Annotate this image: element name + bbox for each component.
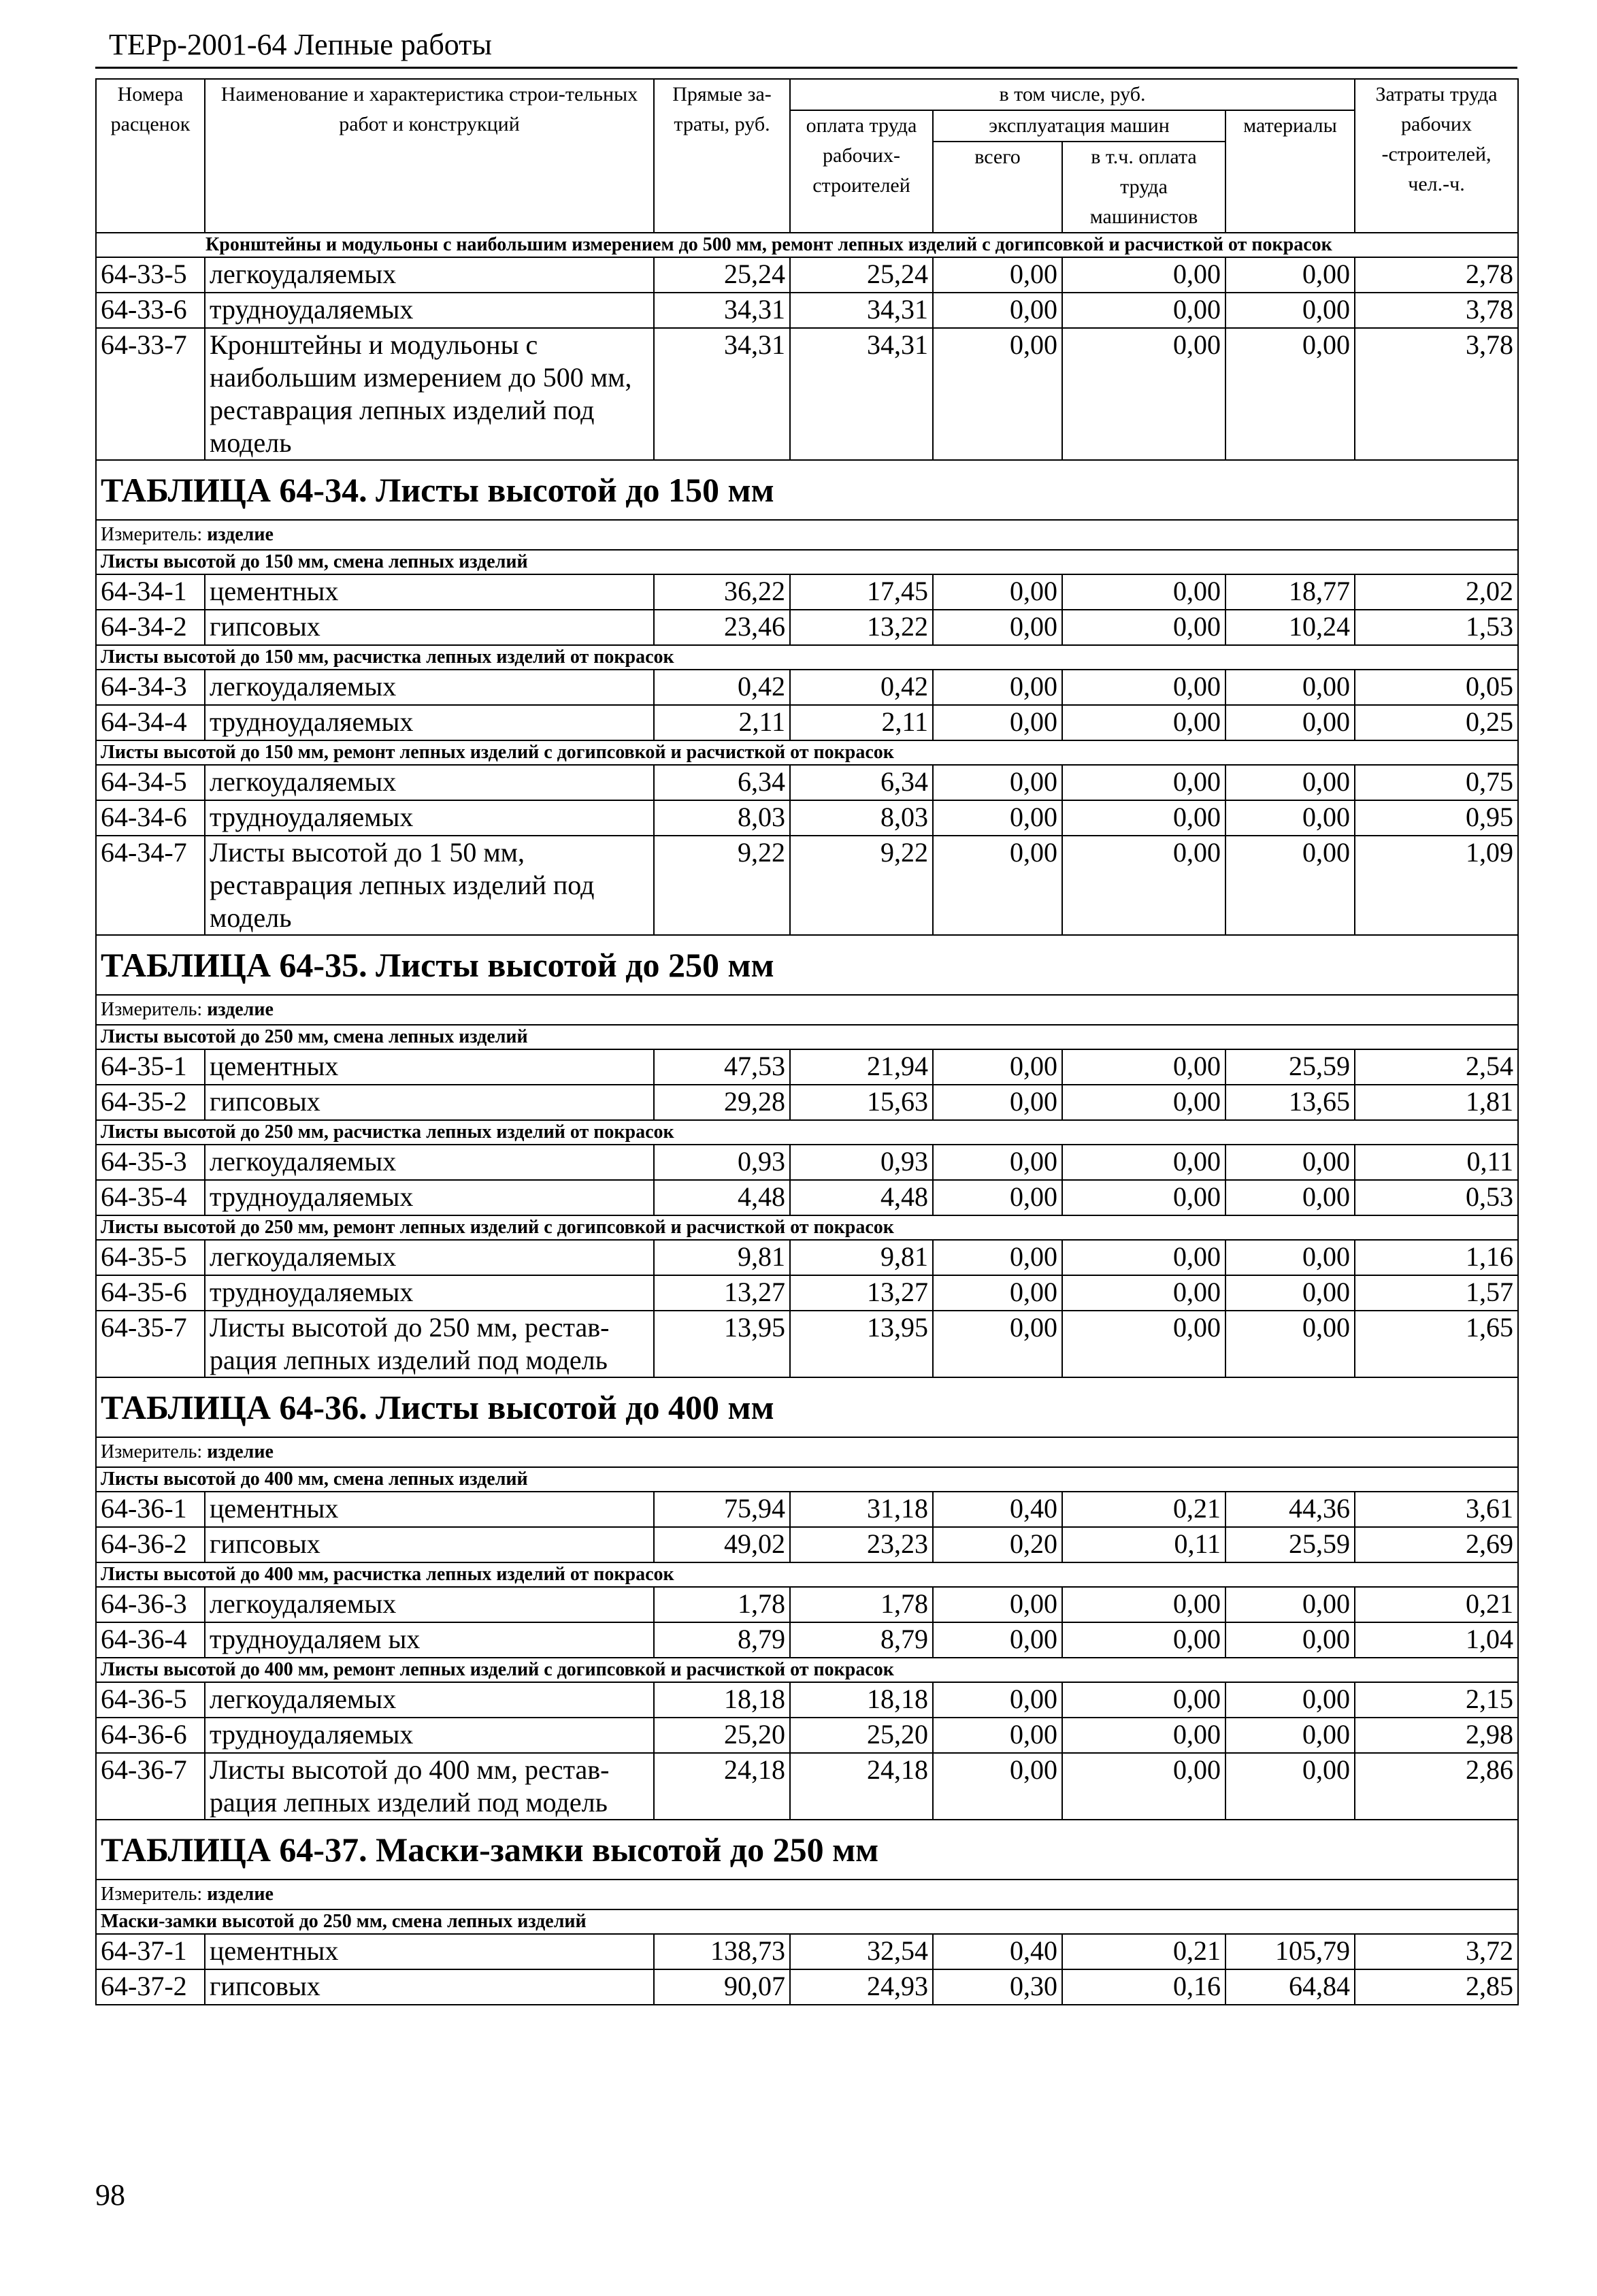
labor-cost: 13,22 xyxy=(790,610,933,645)
table-row xyxy=(96,1240,1518,1275)
measure-unit: изделие xyxy=(207,1884,274,1905)
table-row xyxy=(96,1085,1518,1120)
table-row xyxy=(96,328,1518,460)
labor-hours: 1,81 xyxy=(1355,1085,1518,1120)
materials-cost: 0,00 xyxy=(1225,1180,1355,1215)
labor-hours: 0,11 xyxy=(1355,1145,1518,1180)
work-name: легкоудаляемых xyxy=(205,257,654,293)
machines-cost: 0,00 xyxy=(933,1049,1062,1085)
machinists-cost: 0,00 xyxy=(1062,1275,1225,1311)
machinists-cost: 0,00 xyxy=(1062,1682,1225,1718)
direct-cost: 23,46 xyxy=(654,610,790,645)
machines-cost: 0,00 xyxy=(933,800,1062,836)
machines-cost: 0,00 xyxy=(933,574,1062,610)
materials-cost: 105,79 xyxy=(1225,1934,1355,1969)
machinists-cost: 0,00 xyxy=(1062,1240,1225,1275)
col-header-labor: оплата труда рабочих-строителей xyxy=(790,110,933,233)
labor-cost: 8,03 xyxy=(790,800,933,836)
group-caption-row xyxy=(96,1467,1518,1492)
table-row xyxy=(96,1753,1518,1820)
materials-cost: 0,00 xyxy=(1225,293,1355,328)
labor-cost: 34,31 xyxy=(790,293,933,328)
group-caption: Листы высотой до 250 мм, смена лепных изделий xyxy=(96,1025,1518,1049)
direct-cost: 0,42 xyxy=(654,670,790,705)
measure-row xyxy=(96,1437,1518,1467)
table-title-row xyxy=(96,460,1518,520)
measure-cell xyxy=(96,520,1518,550)
labor-cost: 0,42 xyxy=(790,670,933,705)
rate-code: 64-37-2 xyxy=(96,1969,205,2005)
labor-cost: 4,48 xyxy=(790,1180,933,1215)
table-row xyxy=(96,1622,1518,1658)
labor-hours: 1,09 xyxy=(1355,836,1518,935)
direct-cost: 13,95 xyxy=(654,1311,790,1377)
measure-cell xyxy=(96,1437,1518,1467)
direct-cost: 18,18 xyxy=(654,1682,790,1718)
machines-cost: 0,00 xyxy=(933,1682,1062,1718)
rate-code: 64-34-3 xyxy=(96,670,205,705)
materials-cost: 10,24 xyxy=(1225,610,1355,645)
work-name: гипсовых xyxy=(205,610,654,645)
measure-label: Измеритель: xyxy=(101,524,203,545)
group-caption: Листы высотой до 150 мм, расчистка лепных изделий от покрасок xyxy=(96,645,1518,670)
col-header-machines-total: всего xyxy=(933,142,1062,233)
table-row xyxy=(96,1049,1518,1085)
machinists-cost: 0,00 xyxy=(1062,610,1225,645)
work-name: цементных xyxy=(205,574,654,610)
document-title: ТЕРр-2001-64 Лепные работы xyxy=(109,28,492,61)
machines-cost: 0,00 xyxy=(933,257,1062,293)
labor-hours: 3,78 xyxy=(1355,293,1518,328)
materials-cost: 0,00 xyxy=(1225,670,1355,705)
labor-cost: 1,78 xyxy=(790,1587,933,1622)
group-caption-row xyxy=(96,1658,1518,1682)
labor-cost: 9,81 xyxy=(790,1240,933,1275)
labor-hours: 2,86 xyxy=(1355,1753,1518,1820)
labor-hours: 1,53 xyxy=(1355,610,1518,645)
labor-cost: 23,23 xyxy=(790,1527,933,1562)
labor-hours: 0,75 xyxy=(1355,765,1518,800)
rate-code: 64-34-4 xyxy=(96,705,205,740)
labor-cost: 15,63 xyxy=(790,1085,933,1120)
rate-code: 64-34-2 xyxy=(96,610,205,645)
machines-cost: 0,00 xyxy=(933,1587,1062,1622)
machines-cost: 0,30 xyxy=(933,1969,1062,2005)
direct-cost: 75,94 xyxy=(654,1492,790,1527)
title-rule xyxy=(95,67,1517,69)
materials-cost: 0,00 xyxy=(1225,1622,1355,1658)
table-row xyxy=(96,1527,1518,1562)
work-name: трудноудаляемых xyxy=(205,1718,654,1753)
machines-cost: 0,00 xyxy=(933,1240,1062,1275)
col-header-machines: эксплуатация машин xyxy=(933,110,1225,142)
labor-cost: 17,45 xyxy=(790,574,933,610)
materials-cost: 0,00 xyxy=(1225,1240,1355,1275)
rates-table xyxy=(95,78,1519,2005)
table-title: ТАБЛИЦА 64-34. Листы высотой до 150 мм xyxy=(96,460,1518,520)
group-caption: Листы высотой до 150 мм, смена лепных изделий xyxy=(96,550,1518,574)
labor-cost: 34,31 xyxy=(790,328,933,460)
labor-hours: 2,69 xyxy=(1355,1527,1518,1562)
machinists-cost: 0,00 xyxy=(1062,1049,1225,1085)
machines-cost: 0,40 xyxy=(933,1492,1062,1527)
labor-hours: 1,57 xyxy=(1355,1275,1518,1311)
rate-code: 64-35-4 xyxy=(96,1180,205,1215)
labor-hours: 2,85 xyxy=(1355,1969,1518,2005)
machinists-cost: 0,00 xyxy=(1062,574,1225,610)
machines-cost: 0,00 xyxy=(933,670,1062,705)
rate-code: 64-37-1 xyxy=(96,1934,205,1969)
direct-cost: 6,34 xyxy=(654,765,790,800)
table-row xyxy=(96,1275,1518,1311)
direct-cost: 138,73 xyxy=(654,1934,790,1969)
work-name: гипсовых xyxy=(205,1527,654,1562)
table-row xyxy=(96,765,1518,800)
materials-cost: 0,00 xyxy=(1225,1718,1355,1753)
measure-row xyxy=(96,1880,1518,1909)
machinists-cost: 0,00 xyxy=(1062,1587,1225,1622)
machinists-cost: 0,00 xyxy=(1062,1622,1225,1658)
group-caption: Листы высотой до 400 мм, ремонт лепных изделий с догипсовкой и расчисткой от покрасок xyxy=(96,1658,1518,1682)
work-name: легкоудаляемых xyxy=(205,1145,654,1180)
measure-cell xyxy=(96,995,1518,1025)
group-caption-row xyxy=(96,645,1518,670)
table-row xyxy=(96,257,1518,293)
materials-cost: 0,00 xyxy=(1225,836,1355,935)
col-header-materials: материалы xyxy=(1225,110,1355,233)
table-title: ТАБЛИЦА 64-37. Маски-замки высотой до 250 мм xyxy=(96,1820,1518,1880)
labor-hours: 1,04 xyxy=(1355,1622,1518,1658)
work-name: легкоудаляемых xyxy=(205,1682,654,1718)
labor-hours: 2,54 xyxy=(1355,1049,1518,1085)
rate-code: 64-33-5 xyxy=(96,257,205,293)
machines-cost: 0,00 xyxy=(933,1622,1062,1658)
work-name: легкоудаляемых xyxy=(205,765,654,800)
table-row xyxy=(96,293,1518,328)
labor-cost: 13,95 xyxy=(790,1311,933,1377)
machinists-cost: 0,00 xyxy=(1062,328,1225,460)
table-row xyxy=(96,800,1518,836)
group-caption: Листы высотой до 400 мм, расчистка лепных изделий от покрасок xyxy=(96,1562,1518,1587)
direct-cost: 34,31 xyxy=(654,293,790,328)
machines-cost: 0,00 xyxy=(933,1311,1062,1377)
table-row xyxy=(96,1682,1518,1718)
materials-cost: 0,00 xyxy=(1225,1682,1355,1718)
labor-cost: 32,54 xyxy=(790,1934,933,1969)
table-title: ТАБЛИЦА 64-35. Листы высотой до 250 мм xyxy=(96,935,1518,995)
rate-code: 64-36-2 xyxy=(96,1527,205,1562)
labor-hours: 0,05 xyxy=(1355,670,1518,705)
rate-code: 64-34-6 xyxy=(96,800,205,836)
labor-hours: 0,53 xyxy=(1355,1180,1518,1215)
group-caption-row xyxy=(96,1909,1518,1934)
table-row xyxy=(96,574,1518,610)
machinists-cost: 0,21 xyxy=(1062,1492,1225,1527)
labor-hours: 1,16 xyxy=(1355,1240,1518,1275)
machines-cost: 0,00 xyxy=(933,1085,1062,1120)
group-caption-row xyxy=(96,1120,1518,1145)
work-name: легкоудаляемых xyxy=(205,670,654,705)
materials-cost: 0,00 xyxy=(1225,1311,1355,1377)
materials-cost: 0,00 xyxy=(1225,328,1355,460)
direct-cost: 49,02 xyxy=(654,1527,790,1562)
rate-code: 64-35-7 xyxy=(96,1311,205,1377)
group-caption-row xyxy=(96,550,1518,574)
rate-code: 64-36-4 xyxy=(96,1622,205,1658)
table-row xyxy=(96,1311,1518,1377)
machinists-cost: 0,00 xyxy=(1062,670,1225,705)
machinists-cost: 0,21 xyxy=(1062,1934,1225,1969)
work-name: трудноудаляемых xyxy=(205,800,654,836)
direct-cost: 4,48 xyxy=(654,1180,790,1215)
work-name: Кронштейны и модульоны с наибольшим измерением до 500 мм, реставрация лепных изделий под модель xyxy=(205,328,654,460)
labor-cost: 25,24 xyxy=(790,257,933,293)
work-name: трудноудаляемых xyxy=(205,1180,654,1215)
work-name: гипсовых xyxy=(205,1969,654,2005)
table-row xyxy=(96,1145,1518,1180)
machinists-cost: 0,00 xyxy=(1062,1180,1225,1215)
direct-cost: 24,18 xyxy=(654,1753,790,1820)
group-caption: Кронштейны и модульоны с наибольшим измерением до 500 мм, ремонт лепных изделий с догипсовкой и расчисткой от покрасок xyxy=(96,233,1518,257)
machinists-cost: 0,00 xyxy=(1062,293,1225,328)
machinists-cost: 0,00 xyxy=(1062,1085,1225,1120)
direct-cost: 90,07 xyxy=(654,1969,790,2005)
labor-hours: 2,15 xyxy=(1355,1682,1518,1718)
direct-cost: 9,81 xyxy=(654,1240,790,1275)
work-name: цементных xyxy=(205,1492,654,1527)
machinists-cost: 0,00 xyxy=(1062,1311,1225,1377)
rate-code: 64-34-1 xyxy=(96,574,205,610)
materials-cost: 44,36 xyxy=(1225,1492,1355,1527)
labor-hours: 2,98 xyxy=(1355,1718,1518,1753)
machines-cost: 0,00 xyxy=(933,836,1062,935)
work-name: трудноудаляемых xyxy=(205,293,654,328)
rate-code: 64-35-3 xyxy=(96,1145,205,1180)
machines-cost: 0,00 xyxy=(933,1753,1062,1820)
measure-unit: изделие xyxy=(207,524,274,545)
direct-cost: 8,79 xyxy=(654,1622,790,1658)
measure-label: Измеритель: xyxy=(101,999,203,1020)
materials-cost: 0,00 xyxy=(1225,765,1355,800)
materials-cost: 25,59 xyxy=(1225,1049,1355,1085)
work-name: трудноудаляемых xyxy=(205,1275,654,1311)
machines-cost: 0,00 xyxy=(933,1145,1062,1180)
labor-hours: 2,02 xyxy=(1355,574,1518,610)
measure-unit: изделие xyxy=(207,1441,274,1462)
rate-code: 64-35-2 xyxy=(96,1085,205,1120)
col-header-name: Наименование и характеристика строи-тельных работ и конструкций xyxy=(205,79,654,233)
labor-hours: 3,78 xyxy=(1355,328,1518,460)
machines-cost: 0,40 xyxy=(933,1934,1062,1969)
machinists-cost: 0,00 xyxy=(1062,1718,1225,1753)
machinists-cost: 0,00 xyxy=(1062,836,1225,935)
rate-code: 64-33-6 xyxy=(96,293,205,328)
materials-cost: 25,59 xyxy=(1225,1527,1355,1562)
machinists-cost: 0,00 xyxy=(1062,1753,1225,1820)
direct-cost: 0,93 xyxy=(654,1145,790,1180)
rate-code: 64-36-6 xyxy=(96,1718,205,1753)
rate-code: 64-36-1 xyxy=(96,1492,205,1527)
machinists-cost: 0,16 xyxy=(1062,1969,1225,2005)
work-name: цементных xyxy=(205,1049,654,1085)
machines-cost: 0,00 xyxy=(933,293,1062,328)
work-name: Листы высотой до 1 50 мм, реставрация лепных изделий под модель xyxy=(205,836,654,935)
table-title-row xyxy=(96,1820,1518,1880)
labor-cost: 24,18 xyxy=(790,1753,933,1820)
col-header-code: Номера расценок xyxy=(96,79,205,233)
measure-row xyxy=(96,520,1518,550)
work-name: гипсовых xyxy=(205,1085,654,1120)
table-title-row xyxy=(96,935,1518,995)
work-name: легкоудаляемых xyxy=(205,1587,654,1622)
labor-cost: 13,27 xyxy=(790,1275,933,1311)
measure-label: Измеритель: xyxy=(101,1441,203,1462)
direct-cost: 29,28 xyxy=(654,1085,790,1120)
materials-cost: 0,00 xyxy=(1225,705,1355,740)
labor-cost: 9,22 xyxy=(790,836,933,935)
table-row xyxy=(96,836,1518,935)
labor-hours: 2,78 xyxy=(1355,257,1518,293)
rate-code: 64-36-3 xyxy=(96,1587,205,1622)
measure-label: Измеритель: xyxy=(101,1884,203,1905)
rate-code: 64-33-7 xyxy=(96,328,205,460)
rate-code: 64-35-1 xyxy=(96,1049,205,1085)
table-row xyxy=(96,1492,1518,1527)
direct-cost: 8,03 xyxy=(654,800,790,836)
table-title-row xyxy=(96,1377,1518,1437)
labor-cost: 6,34 xyxy=(790,765,933,800)
machines-cost: 0,20 xyxy=(933,1527,1062,1562)
machines-cost: 0,00 xyxy=(933,1180,1062,1215)
machinists-cost: 0,00 xyxy=(1062,1145,1225,1180)
table-row xyxy=(96,705,1518,740)
labor-cost: 31,18 xyxy=(790,1492,933,1527)
direct-cost: 2,11 xyxy=(654,705,790,740)
group-caption: Листы высотой до 250 мм, ремонт лепных изделий с догипсовкой и расчисткой от покрасок xyxy=(96,1215,1518,1240)
group-caption-row xyxy=(96,1025,1518,1049)
rate-code: 64-36-7 xyxy=(96,1753,205,1820)
direct-cost: 13,27 xyxy=(654,1275,790,1311)
materials-cost: 18,77 xyxy=(1225,574,1355,610)
rate-code: 64-34-7 xyxy=(96,836,205,935)
table-row xyxy=(96,1180,1518,1215)
table-row xyxy=(96,670,1518,705)
labor-cost: 2,11 xyxy=(790,705,933,740)
group-caption: Листы высотой до 150 мм, ремонт лепных изделий с догипсовкой и расчисткой от покрасок xyxy=(96,740,1518,765)
materials-cost: 64,84 xyxy=(1225,1969,1355,2005)
direct-cost: 34,31 xyxy=(654,328,790,460)
direct-cost: 47,53 xyxy=(654,1049,790,1085)
direct-cost: 25,24 xyxy=(654,257,790,293)
direct-cost: 25,20 xyxy=(654,1718,790,1753)
work-name: легкоудаляемых xyxy=(205,1240,654,1275)
header-row xyxy=(96,79,1518,110)
table-title: ТАБЛИЦА 64-36. Листы высотой до 400 мм xyxy=(96,1377,1518,1437)
group-caption-row xyxy=(96,740,1518,765)
labor-cost: 0,93 xyxy=(790,1145,933,1180)
machines-cost: 0,00 xyxy=(933,705,1062,740)
machinists-cost: 0,00 xyxy=(1062,765,1225,800)
labor-hours: 0,21 xyxy=(1355,1587,1518,1622)
table-row xyxy=(96,1718,1518,1753)
machines-cost: 0,00 xyxy=(933,1718,1062,1753)
col-header-group-rub: в том числе, руб. xyxy=(790,79,1355,110)
direct-cost: 36,22 xyxy=(654,574,790,610)
col-header-direct: Прямые за-траты, руб. xyxy=(654,79,790,233)
table-row xyxy=(96,1934,1518,1969)
measure-cell xyxy=(96,1880,1518,1909)
work-name: Листы высотой до 250 мм, рестав-рация лепных изделий под модель xyxy=(205,1311,654,1377)
labor-hours: 0,95 xyxy=(1355,800,1518,836)
labor-hours: 1,65 xyxy=(1355,1311,1518,1377)
machinists-cost: 0,00 xyxy=(1062,705,1225,740)
table-row xyxy=(96,1969,1518,2005)
rate-code: 64-34-5 xyxy=(96,765,205,800)
materials-cost: 0,00 xyxy=(1225,1145,1355,1180)
labor-hours: 3,61 xyxy=(1355,1492,1518,1527)
labor-cost: 25,20 xyxy=(790,1718,933,1753)
page-number: 98 xyxy=(95,2178,125,2212)
group-caption: Маски-замки высотой до 250 мм, смена лепных изделий xyxy=(96,1909,1518,1934)
measure-row xyxy=(96,995,1518,1025)
labor-cost: 8,79 xyxy=(790,1622,933,1658)
machines-cost: 0,00 xyxy=(933,328,1062,460)
group-caption: Листы высотой до 400 мм, смена лепных изделий xyxy=(96,1467,1518,1492)
table-row xyxy=(96,610,1518,645)
machinists-cost: 0,00 xyxy=(1062,800,1225,836)
materials-cost: 13,65 xyxy=(1225,1085,1355,1120)
rate-code: 64-35-6 xyxy=(96,1275,205,1311)
group-caption-row xyxy=(96,1215,1518,1240)
materials-cost: 0,00 xyxy=(1225,257,1355,293)
machinists-cost: 0,00 xyxy=(1062,257,1225,293)
rate-code: 64-36-5 xyxy=(96,1682,205,1718)
materials-cost: 0,00 xyxy=(1225,1587,1355,1622)
materials-cost: 0,00 xyxy=(1225,1275,1355,1311)
table-row xyxy=(96,1587,1518,1622)
group-caption-row xyxy=(96,1562,1518,1587)
direct-cost: 9,22 xyxy=(654,836,790,935)
labor-hours: 3,72 xyxy=(1355,1934,1518,1969)
materials-cost: 0,00 xyxy=(1225,800,1355,836)
machines-cost: 0,00 xyxy=(933,610,1062,645)
machines-cost: 0,00 xyxy=(933,765,1062,800)
labor-cost: 18,18 xyxy=(790,1682,933,1718)
labor-hours: 0,25 xyxy=(1355,705,1518,740)
machines-cost: 0,00 xyxy=(933,1275,1062,1311)
work-name: трудноудаляем ых xyxy=(205,1622,654,1658)
group-caption: Листы высотой до 250 мм, расчистка лепных изделий от покрасок xyxy=(96,1120,1518,1145)
work-name: трудноудаляемых xyxy=(205,705,654,740)
labor-cost: 21,94 xyxy=(790,1049,933,1085)
col-header-labor-hours: Затраты труда рабочих -строителей, чел.-ч. xyxy=(1355,79,1518,233)
measure-unit: изделие xyxy=(207,999,274,1020)
work-name: Листы высотой до 400 мм, рестав-рация лепных изделий под модель xyxy=(205,1753,654,1820)
work-name: цементных xyxy=(205,1934,654,1969)
group-caption-row xyxy=(96,233,1518,257)
materials-cost: 0,00 xyxy=(1225,1753,1355,1820)
direct-cost: 1,78 xyxy=(654,1587,790,1622)
rate-code: 64-35-5 xyxy=(96,1240,205,1275)
labor-cost: 24,93 xyxy=(790,1969,933,2005)
col-header-machinists: в т.ч. оплата труда машинистов xyxy=(1062,142,1225,233)
rates-table-container xyxy=(95,78,1517,2005)
machinists-cost: 0,11 xyxy=(1062,1527,1225,1562)
